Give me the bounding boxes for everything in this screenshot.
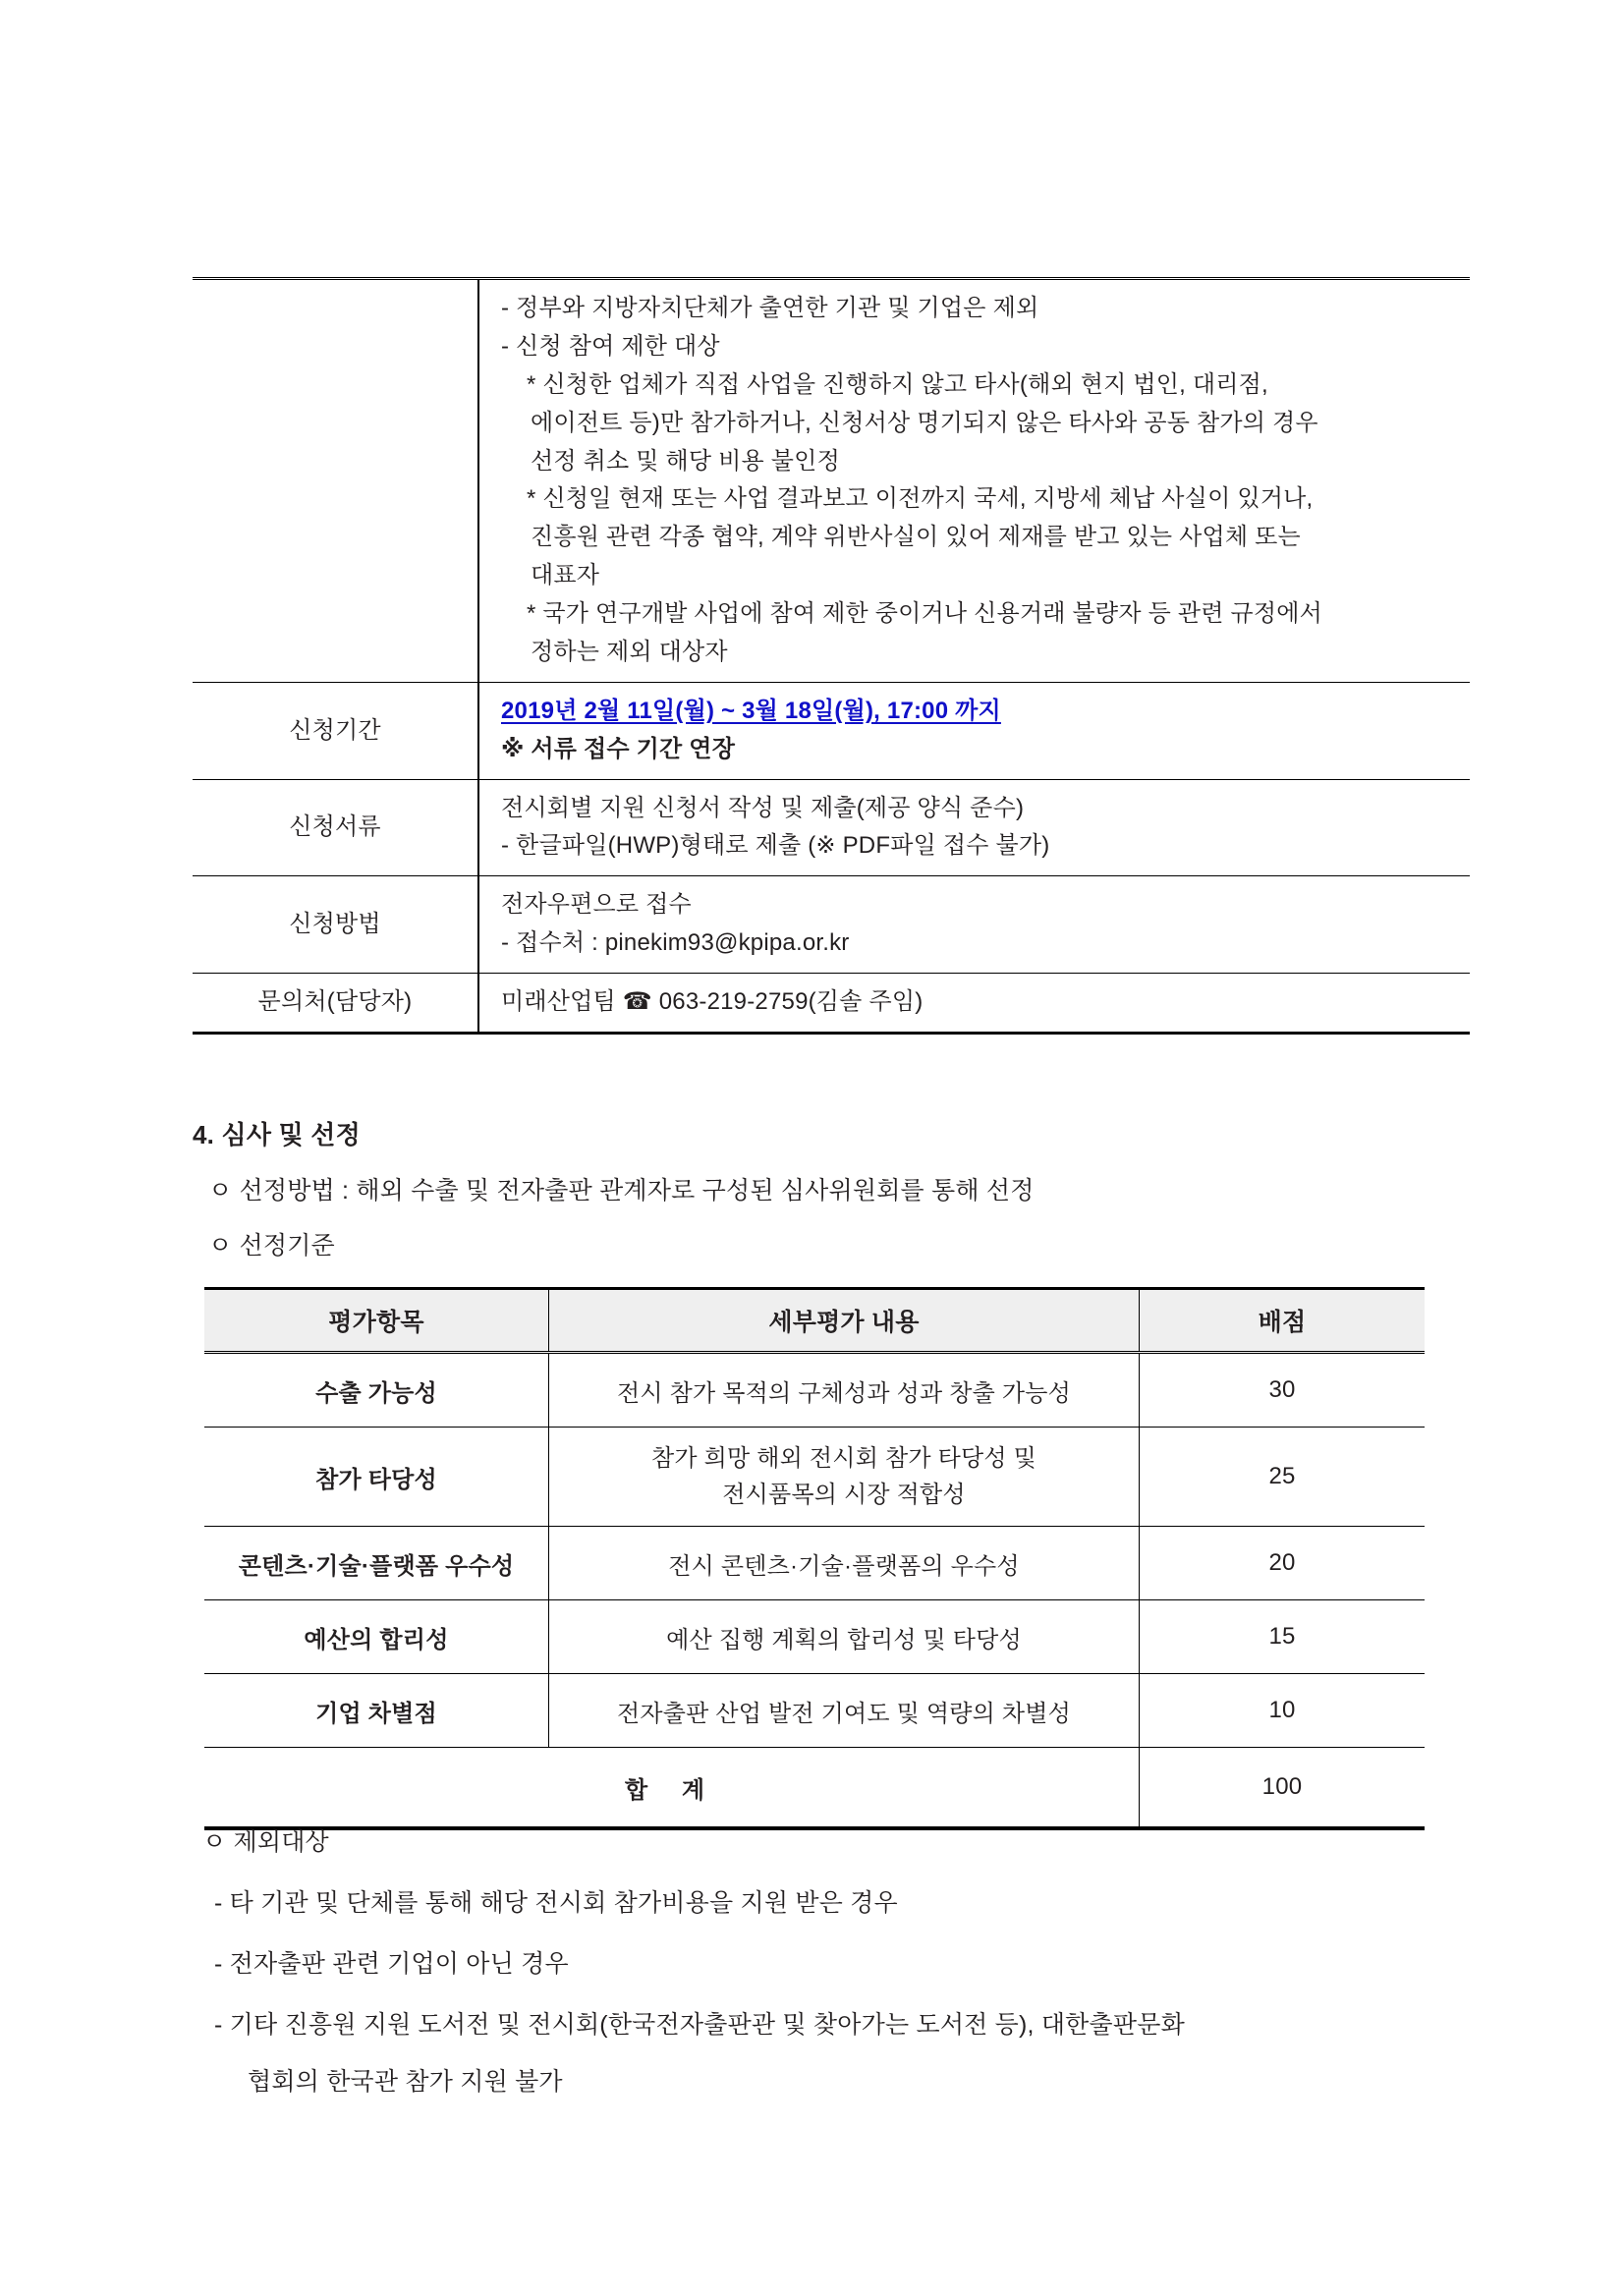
restriction-line: * 국가 연구개발 사업에 참여 제한 중이거나 신용거래 불량자 등 관련 규정에서 (527, 600, 1322, 627)
score-item-points: 30 (1140, 1353, 1426, 1428)
score-table-header-row (204, 1289, 1425, 1353)
score-item-detail-line1: 참가 희망 해외 전시회 참가 타당성 및 (651, 1444, 1036, 1472)
row-label-method: 신청방법 (193, 876, 478, 974)
score-item-detail: 예산 집행 계획의 합리성 및 타당성 (549, 1600, 1140, 1674)
score-total-points: 100 (1140, 1748, 1426, 1829)
table-row (204, 1674, 1425, 1748)
restriction-line: * 신청일 현재 또는 사업 결과보고 이전까지 국세, 지방세 체납 사실이 있거나, (527, 485, 1314, 513)
table-row-total (204, 1748, 1425, 1829)
score-item-detail-line2: 전시품목의 시장 적합성 (722, 1482, 966, 1508)
list-item (214, 1944, 1489, 1980)
restriction-line: 선정 취소 및 해당 비용 불인정 (531, 447, 840, 475)
exclusion-item-text: - 타 기관 및 단체를 통해 해당 전시회 참가비용을 지원 받은 경우 (214, 1889, 898, 1917)
restriction-line: - 정부와 지방자치단체가 출연한 기관 및 기업은 제외 (501, 295, 1039, 321)
score-table (204, 1287, 1425, 1830)
document-line: 전시회별 지원 신청서 작성 및 제출(제공 양식 준수) (501, 794, 1025, 821)
table-row (204, 1353, 1425, 1428)
table-row-restrictions (193, 279, 1470, 683)
score-item-name: 콘텐츠·기술·플랫폼 우수성 (204, 1527, 549, 1600)
row-label-period: 신청기간 (193, 682, 478, 779)
table-row-method (193, 876, 1470, 974)
score-total-label: 합 계 (204, 1748, 1140, 1829)
exclusion-item-text-cont: 협회의 한국관 참가 지원 불가 (248, 2068, 563, 2096)
section-4-bullet-selection-method: ㅇ 선정방법 : 해외 수출 및 전자출판 관계자로 구성된 심사위원회를 통해 선정 (208, 1177, 1035, 1204)
exclusion-title: ㅇ 제외대상 (202, 1828, 329, 1856)
application-period-date: 2019년 2월 11일(월) ~ 3월 18일(월), 17:00 까지 (501, 697, 1001, 724)
method-email-line: - 접수처 : pinekim93@kpipa.or.kr (501, 929, 850, 957)
score-item-detail: 전시 콘텐츠·기술·플랫폼의 우수성 (549, 1527, 1140, 1600)
row-label-documents: 신청서류 (193, 779, 478, 876)
restriction-line: * 신청한 업체가 직접 사업을 진행하지 않고 타사(해외 현지 법인, 대리점, (527, 370, 1268, 398)
score-item-name: 기업 차별점 (204, 1674, 549, 1748)
column-header-points: 배점 (1140, 1289, 1426, 1353)
row-value-restrictions (478, 279, 1470, 683)
info-table (193, 277, 1470, 1035)
row-value-documents (478, 779, 1470, 876)
restriction-line: 정하는 제외 대상자 (531, 638, 728, 665)
score-item-detail: 전시 참가 목적의 구체성과 성과 창출 가능성 (549, 1353, 1140, 1428)
application-period-note: ※ 서류 접수 기간 연장 (501, 735, 736, 762)
score-item-name: 참가 타당성 (204, 1428, 549, 1527)
score-item-detail (549, 1428, 1140, 1527)
score-item-points: 10 (1140, 1674, 1426, 1748)
row-label-contact: 문의처(담당자) (193, 974, 478, 1034)
exclusion-item-text: - 기타 진흥원 지원 도서전 및 전시회(한국전자출판관 및 찾아가는 도서전 등), 대한출판문화 (214, 2011, 1185, 2039)
row-value-contact (478, 974, 1470, 1034)
exclusion-section (193, 1822, 1489, 2123)
restriction-line: - 신청 참여 제한 대상 (501, 332, 720, 360)
score-item-name: 수출 가능성 (204, 1353, 549, 1428)
application-info-table (193, 277, 1470, 1035)
exclusion-item-text: - 전자출판 관련 기업이 아닌 경우 (214, 1950, 569, 1978)
score-item-points: 20 (1140, 1527, 1426, 1600)
score-item-detail: 전자출판 산업 발전 기여도 및 역량의 차별성 (549, 1674, 1140, 1748)
restriction-line: 에이전트 등)만 참가하거나, 신청서상 명기되지 않은 타사와 공동 참가의 경우 (531, 409, 1318, 436)
row-value-period (478, 682, 1470, 779)
document-line: - 한글파일(HWP)형태로 제출 (※ PDF파일 접수 불가) (501, 832, 1050, 860)
evaluation-criteria-table (204, 1287, 1423, 1830)
restriction-line: 대표자 (531, 562, 600, 589)
list-item (214, 2005, 1489, 2098)
section-4-heading: 4. 심사 및 선정 (193, 1120, 361, 1149)
table-row-documents (193, 779, 1470, 876)
row-value-method (478, 876, 1470, 974)
table-row (204, 1428, 1425, 1527)
score-item-name: 예산의 합리성 (204, 1600, 549, 1674)
table-row (204, 1527, 1425, 1600)
contact-line: 미래산업팀 ☎ 063-219-2759(김솔 주임) (501, 988, 924, 1015)
score-item-points: 15 (1140, 1600, 1426, 1674)
restriction-line: 진흥원 관련 각종 협약, 계약 위반사실이 있어 제재를 받고 있는 사업체 또는 (531, 524, 1301, 551)
table-row-contact (193, 974, 1470, 1034)
method-line: 전자우편으로 접수 (501, 891, 692, 919)
table-row (204, 1600, 1425, 1674)
column-header-item: 평가항목 (204, 1289, 549, 1353)
table-row-period (193, 682, 1470, 779)
score-item-points: 25 (1140, 1428, 1426, 1527)
section-4-bullet-selection-criteria: ㅇ 선정기준 (208, 1232, 335, 1260)
row-label-blank (193, 279, 478, 683)
list-item (214, 1883, 1489, 1919)
column-header-detail: 세부평가 내용 (549, 1289, 1140, 1353)
